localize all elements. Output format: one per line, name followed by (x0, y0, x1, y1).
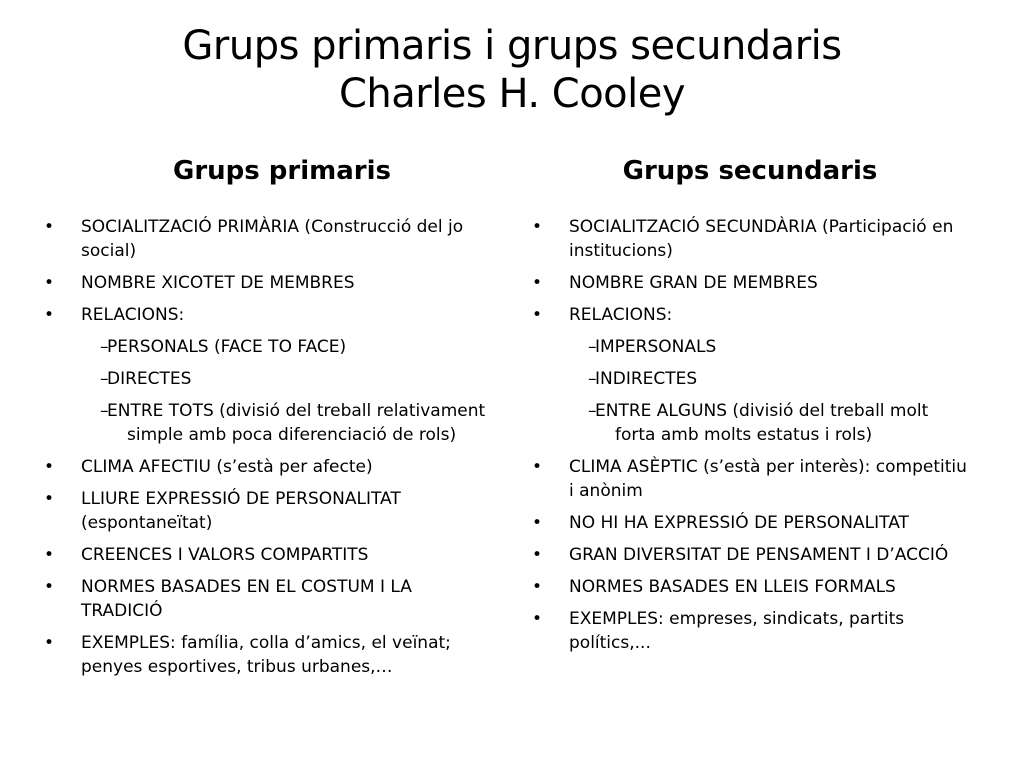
right-column-header: Grups secundaris (622, 156, 878, 186)
bullet-icon: • (44, 217, 55, 237)
dash-icon: – (100, 401, 109, 421)
sub-list-item (528, 367, 968, 391)
list-item (528, 271, 968, 295)
list-item-text: CLIMA AFECTIU (s’està per afecte) (81, 457, 373, 477)
dash-icon: – (100, 369, 109, 389)
sub-list-item-text: DIRECTES (107, 369, 192, 389)
dash-icon: – (588, 401, 597, 421)
dash-icon: – (588, 337, 597, 357)
list-item (528, 543, 968, 567)
list-item-text: GRAN DIVERSITAT DE PENSAMENT I D’ACCIÓ (569, 545, 949, 565)
bullet-icon: • (532, 457, 543, 477)
bullet-icon: • (44, 273, 55, 293)
bullet-icon: • (532, 273, 543, 293)
bullet-icon: • (532, 217, 543, 237)
list-item (40, 543, 496, 567)
list-item-text: SOCIALITZACIÓ PRIMÀRIA (Construcció del jo social) (81, 217, 464, 261)
list-item-text: RELACIONS: (81, 305, 185, 325)
bullet-icon: • (44, 577, 55, 597)
left-column-list (40, 215, 496, 687)
bullet-icon: • (44, 633, 55, 653)
list-item-text: NOMBRE XICOTET DE MEMBRES (81, 273, 355, 293)
list-item-text: RELACIONS: (569, 305, 673, 325)
sub-list-item (528, 399, 968, 447)
dash-icon: – (588, 369, 597, 389)
list-item (40, 215, 496, 263)
bullet-icon: • (532, 545, 543, 565)
bullet-icon: • (532, 577, 543, 597)
bullet-icon: • (44, 457, 55, 477)
sub-list-item (40, 335, 496, 359)
right-column-list (528, 215, 968, 663)
title-line-2: Charles H. Cooley (338, 71, 686, 117)
bullet-icon: • (532, 513, 543, 533)
left-column-header: Grups primaris (172, 156, 391, 186)
title-line-1: Grups primaris i grups secundaris (182, 23, 842, 69)
list-item (528, 215, 968, 263)
list-item (528, 575, 968, 599)
sub-list-item (528, 335, 968, 359)
bullet-icon: • (44, 545, 55, 565)
sub-list-item-text: PERSONALS (FACE TO FACE) (107, 337, 347, 357)
slide-title (0, 22, 1024, 118)
sub-list-item-text: ENTRE TOTS (divisió del treball relativament simple amb poca diferenciació de rols) (107, 401, 486, 445)
list-item (528, 455, 968, 503)
list-item-text: SOCIALITZACIÓ SECUNDÀRIA (Participació en institucions) (569, 217, 954, 261)
list-item-text: EXEMPLES: família, colla d’amics, el veïnat; penyes esportives, tribus urbanes,… (81, 633, 451, 677)
sub-list-item (40, 367, 496, 391)
list-item (40, 455, 496, 479)
list-item-text: CLIMA ASÈPTIC (s’està per interès): competitiu i anònim (569, 457, 967, 501)
list-item-text: NO HI HA EXPRESSIÓ DE PERSONALITAT (569, 513, 909, 533)
sub-list-item (40, 399, 496, 447)
list-item-text: NORMES BASADES EN LLEIS FORMALS (569, 577, 896, 597)
sub-list-item-text: INDIRECTES (595, 369, 698, 389)
list-item-text: CREENCES I VALORS COMPARTITS (81, 545, 369, 565)
dash-icon: – (100, 337, 109, 357)
list-item (40, 575, 496, 623)
bullet-icon: • (44, 305, 55, 325)
sub-list-item-text: IMPERSONALS (595, 337, 717, 357)
list-item-text: NOMBRE GRAN DE MEMBRES (569, 273, 818, 293)
bullet-icon: • (532, 609, 543, 629)
list-item (528, 511, 968, 535)
list-item (528, 303, 968, 327)
list-item (528, 607, 968, 655)
list-item (40, 631, 496, 679)
list-item-text: EXEMPLES: empreses, sindicats, partits polítics,... (569, 609, 905, 653)
bullet-icon: • (532, 305, 543, 325)
list-item (40, 271, 496, 295)
sub-list-item-text: ENTRE ALGUNS (divisió del treball molt forta amb molts estatus i rols) (595, 401, 929, 445)
list-item (40, 303, 496, 327)
list-item-text: NORMES BASADES EN EL COSTUM I LA TRADICIÓ (81, 577, 412, 621)
bullet-icon: • (44, 489, 55, 509)
list-item-text: LLIURE EXPRESSIÓ DE PERSONALITAT (espontaneïtat) (81, 489, 401, 533)
list-item (40, 487, 496, 535)
